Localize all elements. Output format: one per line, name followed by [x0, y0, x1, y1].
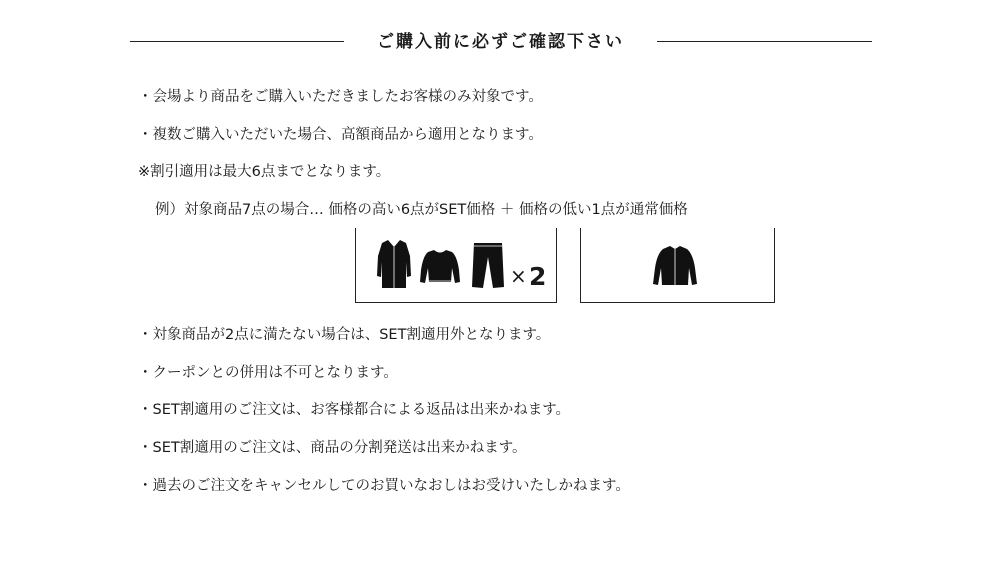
coat-icon — [376, 238, 412, 292]
note-line: ・対象商品が2点に満たない場合は、SET割適用外となります。 — [138, 327, 551, 343]
note-line: ・過去のご注文をキャンセルしてのお買いなおしはお受けいたしかねます。 — [138, 478, 630, 494]
pants-icon — [471, 241, 505, 290]
note-line: ・会場より商品をご購入いただきましたお客様のみ対象です。 — [138, 89, 543, 105]
sweater-icon — [419, 248, 461, 286]
section-header — [0, 28, 1000, 56]
note-line: ・SET割適用のご注文は、商品の分割発送は出来かねます。 — [138, 440, 527, 456]
note-line: ※割引適用は最大6点までとなります。 — [138, 164, 391, 180]
page-title: ご購入前に必ずご確認下さい — [377, 32, 624, 52]
jacket-icon — [652, 244, 698, 288]
note-line: ・複数ご購入いただいた場合、高額商品から適用となります。 — [138, 127, 543, 143]
header-rule-left — [130, 41, 344, 42]
multiplier-value: 2 — [529, 262, 547, 291]
note-line: ・SET割適用のご注文は、お客様都合による返品は出来かねます。 — [138, 402, 571, 418]
header-rule-right — [657, 41, 872, 42]
example-text: 例）対象商品7点の場合… 価格の高い6点がSET価格 ＋ 価格の低い1点が通常価格 — [155, 202, 688, 218]
multiplier-symbol: × — [510, 264, 527, 288]
note-line: ・クーポンとの併用は不可となります。 — [138, 365, 398, 381]
